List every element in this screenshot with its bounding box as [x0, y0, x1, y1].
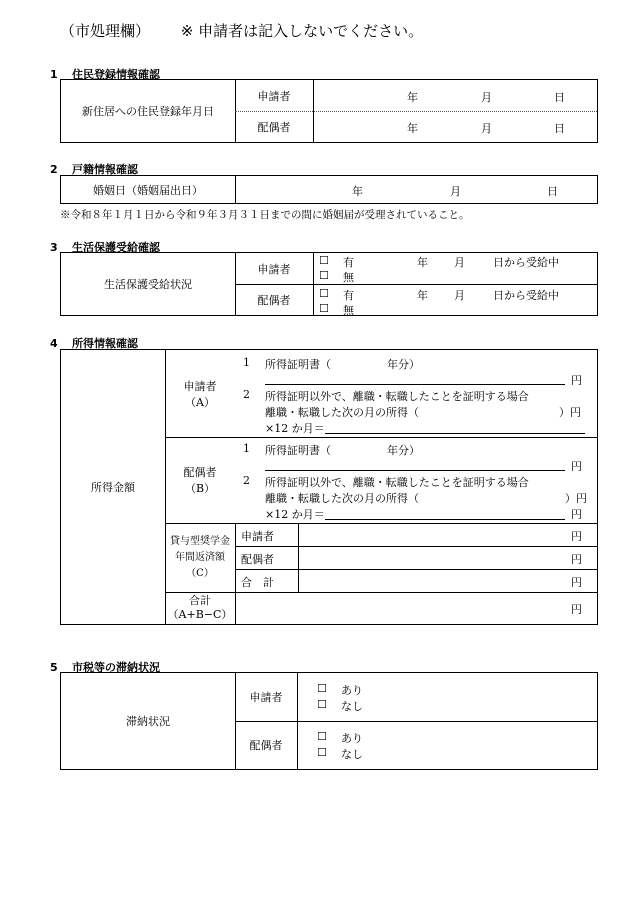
- section-2-table: [60, 175, 598, 204]
- s1-b-year: 年: [407, 122, 418, 135]
- s1-b-day: 日: [554, 122, 565, 135]
- s1-a-year: 年: [407, 91, 418, 104]
- s5-a-ari: あり: [341, 684, 363, 697]
- s3-applicant: 申請者: [257, 262, 291, 276]
- s4-loan-l3: （C）: [186, 567, 214, 579]
- s5-label: 滞納状況: [126, 715, 170, 728]
- s2-year: 年: [352, 185, 363, 198]
- s5-b-ari-checkbox[interactable]: ☐: [317, 730, 327, 743]
- s5-spouse: 配偶者: [249, 739, 283, 752]
- s4-a-item2-a: 所得証明以外で、離職・転職したことを証明する場合: [265, 390, 529, 403]
- s3-a-yes: 有: [343, 256, 354, 269]
- s4-loan-applicant-yen: 円: [571, 530, 582, 543]
- s3-a-year: 年: [417, 256, 428, 269]
- s2-day: 日: [547, 185, 558, 198]
- s4-b-item1-num: 1: [243, 442, 250, 455]
- s3-b-month: 月: [454, 289, 465, 302]
- page-header: [60, 20, 423, 41]
- s4-sum-yen: 円: [571, 603, 582, 616]
- s4-loan-l1: 貸与型奨学金: [170, 535, 230, 547]
- s4-a-item1-year: 年分）: [387, 358, 420, 371]
- s5-b-nashi: なし: [341, 748, 363, 761]
- s1-label: 新住居への住民登録年月日: [82, 105, 214, 118]
- s4-spouse-cell: [165, 437, 235, 523]
- s2-label: 婚姻日（婚姻届出日）: [93, 183, 203, 197]
- s1-a-day: 日: [554, 91, 565, 104]
- s5-a-nashi: なし: [341, 700, 363, 713]
- s4-label: 所得金額: [91, 481, 135, 494]
- s4-loan-l2: 年間返済額: [175, 551, 225, 563]
- s4-a-item1: 所得証明書（: [265, 358, 331, 371]
- section-1-title: 1 住民登録情報確認: [50, 68, 160, 81]
- s3-b-no-checkbox[interactable]: ☐: [319, 302, 329, 315]
- s3-b-year: 年: [417, 289, 428, 302]
- s4-a-item2-c: ×12 か月＝: [265, 422, 325, 435]
- s3-b-no: 無: [343, 304, 354, 317]
- section-2-title: 2 戸籍情報確認: [50, 163, 138, 176]
- s1-b-month: 月: [481, 122, 492, 135]
- s3-spouse: 配偶者: [257, 293, 291, 307]
- s3-a-yes-checkbox[interactable]: ☐: [319, 254, 329, 267]
- s4-sum-cell: [165, 592, 235, 624]
- header-title: （市処理欄）: [60, 22, 151, 40]
- s4-loan-cell: [165, 523, 235, 592]
- s3-a-receiving: 日から受給中: [493, 256, 559, 269]
- s4-loan-spouse-yen: 円: [571, 553, 582, 566]
- section-5-table: [60, 672, 598, 770]
- section-4-title: 4 所得情報確認: [50, 337, 138, 350]
- s5-b-ari: あり: [341, 732, 363, 745]
- section-3-table: [60, 252, 598, 316]
- s4-applicant-label: 申請者: [183, 379, 217, 393]
- s3-b-receiving: 日から受給中: [493, 289, 559, 302]
- s5-a-ari-checkbox[interactable]: ☐: [317, 682, 327, 695]
- s4-b-item2-c: ×12 か月＝: [265, 508, 325, 521]
- s4-sum-l1: 合計: [189, 594, 211, 607]
- s4-b-item1: 所得証明書（: [265, 444, 331, 457]
- s4-b-item2-b-end: ）円: [565, 492, 587, 505]
- s3-b-yes-checkbox[interactable]: ☐: [319, 287, 329, 300]
- s4-a-item2-b: 離職・転職した次の月の所得（: [265, 406, 419, 419]
- s4-applicant-code: （A）: [185, 395, 215, 409]
- s2-note: ※令和８年１月１日から令和９年３月３１日までの間に婚姻届が受理されていること。: [60, 209, 470, 221]
- s3-a-month: 月: [454, 256, 465, 269]
- s2-month: 月: [450, 185, 461, 198]
- s1-applicant: 申請者: [257, 89, 291, 103]
- s4-spouse-label: 配偶者: [183, 466, 217, 479]
- section-4-table: [60, 349, 598, 625]
- s4-applicant-cell: [165, 350, 235, 437]
- s4-b-item2-c-yen: 円: [571, 508, 582, 521]
- header-note: ※ 申請者は記入しないでください。: [180, 22, 424, 40]
- section-3-title: 3 生活保護受給確認: [50, 241, 160, 254]
- s1-spouse: 配偶者: [257, 120, 291, 134]
- s4-loan-total: 合 計: [241, 576, 274, 589]
- s4-a-item1-yen: 円: [571, 374, 582, 387]
- s3-label: 生活保護受給状況: [104, 278, 192, 291]
- s4-spouse-code: （B）: [184, 482, 216, 495]
- s1-a-month: 月: [481, 91, 492, 104]
- s4-b-item2-num: 2: [243, 474, 250, 487]
- section-5-title: 5 市税等の滞納状況: [50, 661, 160, 674]
- s4-b-item2-b: 離職・転職した次の月の所得（: [265, 492, 419, 505]
- s4-b-item1-yen: 円: [571, 460, 582, 473]
- s5-a-nashi-checkbox[interactable]: ☐: [317, 698, 327, 711]
- s5-applicant: 申請者: [249, 691, 283, 704]
- section-1-table: [60, 79, 598, 143]
- s5-b-nashi-checkbox[interactable]: ☐: [317, 746, 327, 759]
- s4-b-item1-year: 年分）: [387, 444, 420, 457]
- s4-loan-total-yen: 円: [571, 576, 582, 589]
- s4-a-item2-b-end: ）円: [559, 406, 581, 419]
- s4-loan-applicant: 申請者: [241, 530, 274, 543]
- s4-loan-spouse: 配偶者: [241, 553, 274, 566]
- s3-a-no-checkbox[interactable]: ☐: [319, 269, 329, 282]
- s3-a-no: 無: [343, 271, 354, 284]
- s4-a-item1-num: 1: [243, 356, 250, 369]
- s3-b-yes: 有: [343, 289, 354, 302]
- s4-b-item2-a: 所得証明以外で、離職・転職したことを証明する場合: [265, 476, 529, 489]
- s4-a-item2-num: 2: [243, 388, 250, 401]
- s4-sum-l2: （A+B−C）: [167, 608, 233, 621]
